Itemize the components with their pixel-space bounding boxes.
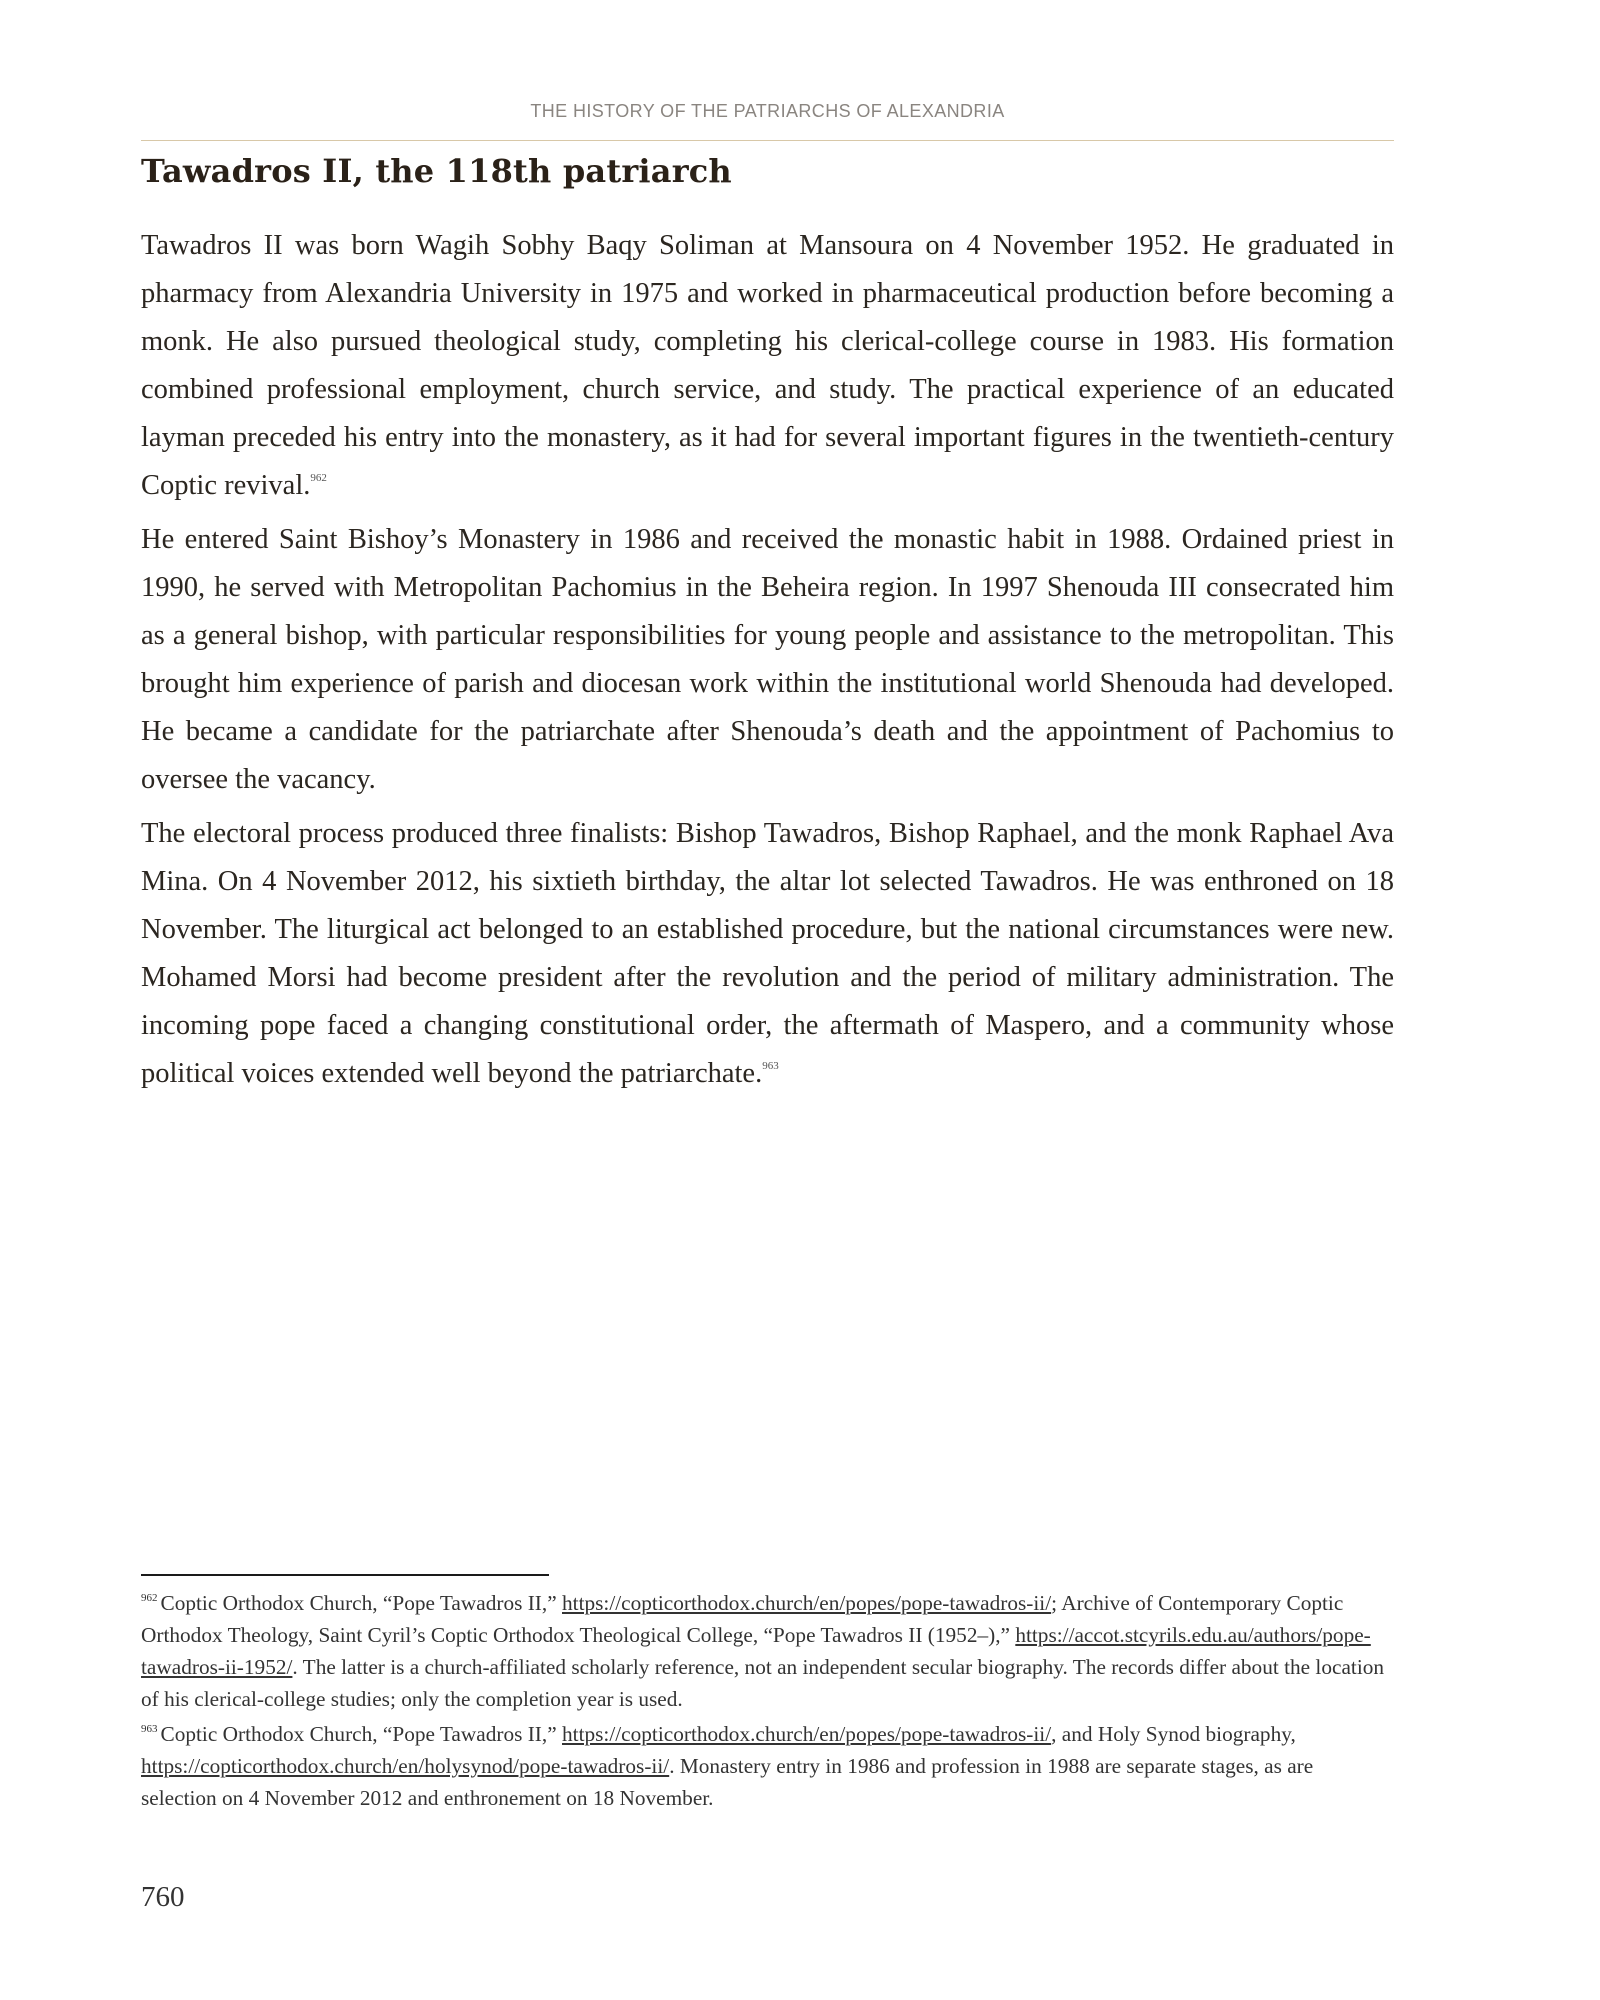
footnote-number: 963 [141,1723,158,1735]
footnote [141,1718,1394,1814]
footnote-text: ; Archive of Contemporary Coptic Orthodox Theology, Saint Cyril’s Coptic Orthodox Theological College, “Pope Tawadros II (1952–),” [141,1591,1344,1647]
paragraph [141,516,1394,804]
body-text [141,222,1394,1104]
footnote-text: Coptic Orthodox Church, “Pope Tawadros II,” [160,1722,562,1746]
paragraph [141,810,1394,1098]
footnote-text: Coptic Orthodox Church, “Pope Tawadros II,” [160,1591,562,1615]
page-number: 760 [141,1881,185,1913]
footnote [141,1587,1394,1715]
footnotes [141,1587,1394,1817]
footnote-link[interactable]: https://copticorthodox.church/en/holysynod/pope-tawadros-ii/ [141,1754,670,1778]
footnote-text: . The latter is a church-affiliated scholarly reference, not an independent secular biography. The records differ about the location of his clerical-college studies; only the completion year is used. [141,1655,1385,1711]
footnote-reference[interactable]: 962 [310,472,327,484]
paragraph-text: Tawadros II was born Wagih Sobhy Baqy Soliman at Mansoura on 4 November 1952. He graduated in pharmacy from Alexandria University in 1975 and worked in pharmaceutical production before becoming a monk. He also pursued theological study, completing his clerical-college course in 1983. His formation combined professional employment, church service, and study. The practical experience of an educated layman preceded his entry into the monastery, as it had for several important figures in the twentieth-century Coptic revival. [141,230,1394,501]
footnote-text: . Monastery entry in 1986 and profession in 1988 are separate stages, as are selection on 4 November 2012 and enthronement on 18 November. [141,1754,1314,1810]
paragraph-text: The electoral process produced three finalists: Bishop Tawadros, Bishop Raphael, and the monk Raphael Ava Mina. On 4 November 2012, his sixtieth birthday, the altar lot selected Tawadros. He was enthroned on 18 November. The liturgical act belonged to an established procedure, but the national circumstances were new. Mohamed Morsi had become president after the revolution and the period of military administration. The incoming pope faced a changing constitutional order, the aftermath of Maspero, and a community whose political voices extended well beyond the patriarchate. [141,818,1394,1089]
footnote-text: , and Holy Synod biography, [1051,1722,1296,1746]
footnote-number: 962 [141,1592,158,1604]
footnote-link[interactable]: https://copticorthodox.church/en/popes/pope-tawadros-ii/ [562,1722,1052,1746]
section-title: Tawadros II, the 118th patriarch [141,152,732,190]
footnote-reference[interactable]: 963 [762,1060,779,1072]
header-rule [141,140,1394,141]
footnote-link[interactable]: https://copticorthodox.church/en/popes/pope-tawadros-ii/ [562,1591,1052,1615]
paragraph [141,222,1394,510]
footnote-separator [141,1574,549,1576]
footnote-link[interactable]: https://accot.stcyrils.edu.au/authors/pope-tawadros-ii-1952/ [141,1623,1371,1679]
paragraph-text: He entered Saint Bishoy’s Monastery in 1986 and received the monastic habit in 1988. Ordained priest in 1990, he served with Metropolitan Pachomius in the Beheira region. In 1997 Shenouda III consecrated him as a general bishop, with particular responsibilities for young people and assistance to the metropolitan. This brought him experience of parish and diocesan work within the institutional world Shenouda had developed. He became a candidate for the patriarchate after Shenouda’s death and the appointment of Pachomius to oversee the vacancy. [141,524,1394,795]
running-header: THE HISTORY OF THE PATRIARCHS OF ALEXANDRIA [530,101,1005,121]
